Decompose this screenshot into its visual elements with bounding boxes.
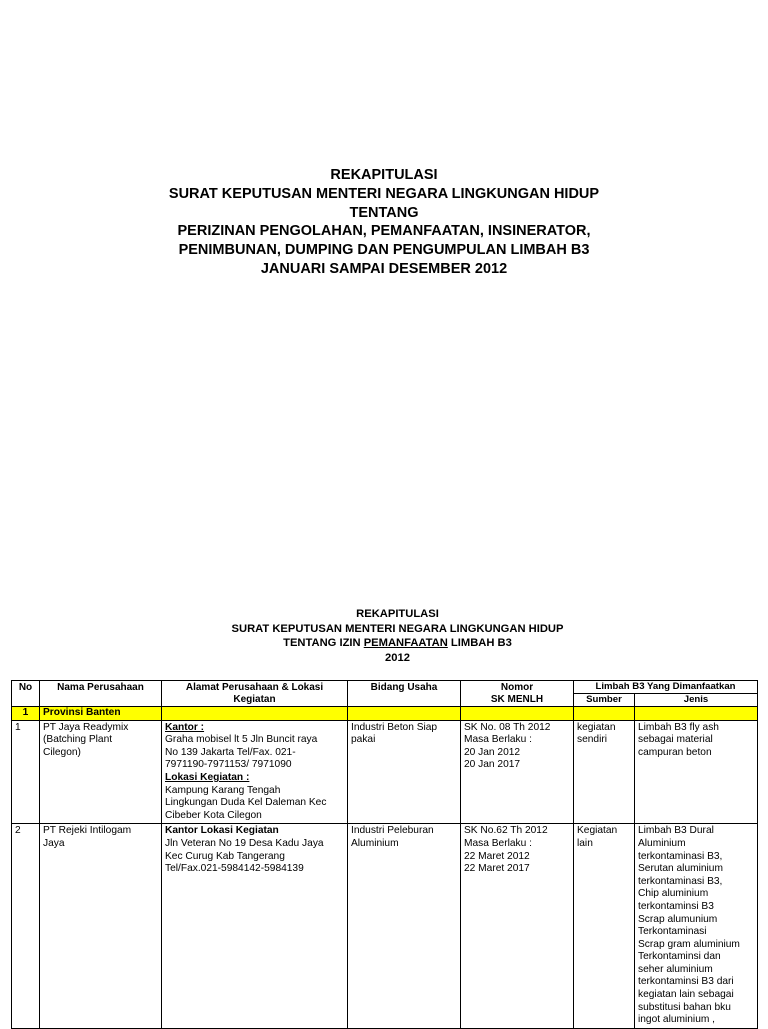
nomor-line: 22 Maret 2012 [464,850,530,862]
jenis-line: seher aluminium [638,963,713,975]
row-alamat [162,824,348,1029]
jenis-line: Serutan aluminium [638,863,723,875]
jenis-line: kegiatan lain sebagai [638,989,734,1001]
jenis-line: terkontaminasi B3, [638,850,723,862]
subtitle-underlined: PEMANFAATAN [363,637,448,650]
nama-line: Jaya [43,837,65,849]
bidang-line: Aluminium [351,837,399,849]
nomor-line: Masa Berlaku : [464,734,532,746]
nomor-line: Masa Berlaku : [464,837,532,849]
header-alamat: Alamat Perusahaan & Lokasi Kegiatan [162,681,348,707]
header-bidang: Bidang Usaha [348,681,461,707]
header-jenis: Jenis [635,694,758,707]
alamat-line: 7971190-7971153/ 7971090 [165,759,292,771]
row-jenis [635,824,758,1029]
nama-line: (Batching Plant [43,734,113,746]
jenis-line: Scrap gram aluminium [638,938,740,950]
jenis-line: sebagai material [638,734,713,746]
header-sumber: Sumber [574,694,635,707]
jenis-line: terkontaminsi B3 dari [638,976,734,988]
jenis-line: terkontaminsi B3 [638,900,714,912]
jenis-line: Scrap alumunium [638,913,718,925]
document-title [0,166,768,279]
jenis-line: Terkontaminasi [638,926,707,938]
sumber-line: lain [577,837,593,849]
province-row [12,707,758,721]
jenis-line: campuran beton [638,746,712,758]
subtitle-text: LIMBAH B3 [447,637,512,650]
nomor-line: SK No. 08 Th 2012 [464,721,551,733]
nomor-line: SK No.62 Th 2012 [464,825,548,837]
alamat-line: Cibeber Kota Cilegon [165,809,262,821]
subtitle-line: SURAT KEPUTUSAN MENTERI NEGARA LINGKUNGAN HIDUP [231,622,564,635]
title-line: PENIMBUNAN, DUMPING DAN PENGUMPULAN LIMBAH B3 [178,242,590,259]
jenis-line: Terkontaminsi dan [638,951,721,963]
title-line: PERIZINAN PENGOLAHAN, PEMANFAATAN, INSINERATOR, [177,223,591,240]
table-header-row [12,681,758,694]
row-no: 2 [12,824,40,1029]
kantor-label: Kantor : [165,721,205,733]
jenis-line: Chip aluminium [638,888,709,900]
nomor-line: 22 Maret 2017 [464,863,530,875]
alamat-line: Tel/Fax.021-5984142-5984139 [165,863,304,875]
province-cell [635,707,758,721]
row-nama [40,824,162,1029]
row-nomor [461,824,574,1029]
header-nomor-1: Nomor [500,682,534,693]
nama-line: PT Rejeki Intilogam [43,825,132,837]
table-row [12,824,758,1029]
kantor-lokasi-label: Kantor Lokasi Kegiatan [165,825,279,837]
subtitle-line: 2012 [385,651,410,664]
alamat-line: Jln Veteran No 19 Desa Kadu Jaya [165,837,324,849]
subtitle-text: TENTANG IZIN [283,637,364,650]
header-nama: Nama Perusahaan [40,681,162,707]
alamat-line: No 139 Jakarta Tel/Fax. 021- [165,746,296,758]
jenis-line: Limbah B3 fly ash [638,721,719,733]
jenis-line: ingot aluminium , [638,1014,716,1026]
sumber-line: kegiatan [577,721,616,733]
province-cell [574,707,635,721]
province-cell [348,707,461,721]
row-no: 1 [12,720,40,824]
alamat-line: Kec Curug Kab Tangerang [165,850,285,862]
table-title [0,607,768,665]
row-jenis [635,720,758,824]
province-name: Provinsi Banten [40,707,162,721]
nomor-line: 20 Jan 2012 [464,746,521,758]
bidang-line: Industri Beton Siap [351,721,438,733]
row-bidang [348,720,461,824]
jenis-line: Limbah B3 Dural [638,825,714,837]
bidang-line: Industri Peleburan [351,825,434,837]
header-nomor [461,681,574,707]
jenis-line: Aluminium [638,837,686,849]
alamat-line: Kampung Karang Tengah [165,784,281,796]
province-cell [162,707,348,721]
subtitle-line: REKAPITULASI [356,608,439,620]
row-nama [40,720,162,824]
sumber-line: sendiri [577,734,608,746]
nomor-line: 20 Jan 2017 [464,759,521,771]
nama-line: PT Jaya Readymix [43,721,129,733]
sumber-line: Kegiatan [577,825,618,837]
rekap-table [11,680,758,1029]
table-row [12,720,758,824]
header-no: No [12,681,40,707]
title-line: TENTANG [349,204,419,221]
alamat-line: Lingkungan Duda Kel Daleman Kec [165,797,327,809]
row-sumber [574,824,635,1029]
row-alamat [162,720,348,824]
subtitle-line [0,636,768,651]
row-nomor [461,720,574,824]
province-cell [461,707,574,721]
header-limbah: Limbah B3 Yang Dimanfaatkan [574,681,758,694]
title-line: SURAT KEPUTUSAN MENTERI NEGARA LINGKUNGAN HIDUP [168,185,600,202]
bidang-line: pakai [351,734,376,746]
nama-line: Cilegon) [43,746,81,758]
header-nomor-2: SK MENLH [490,693,544,705]
row-sumber [574,720,635,824]
title-line: JANUARI SAMPAI DESEMBER 2012 [260,260,508,277]
title-line: REKAPITULASI [330,167,438,183]
lokasi-label: Lokasi Kegiatan : [165,771,250,783]
jenis-line: terkontaminasi B3, [638,875,723,887]
province-no: 1 [12,707,40,721]
jenis-line: substitusi bahan bku [638,1001,731,1013]
row-bidang [348,824,461,1029]
alamat-line: Graha mobisel lt 5 Jln Buncit raya [165,734,318,746]
